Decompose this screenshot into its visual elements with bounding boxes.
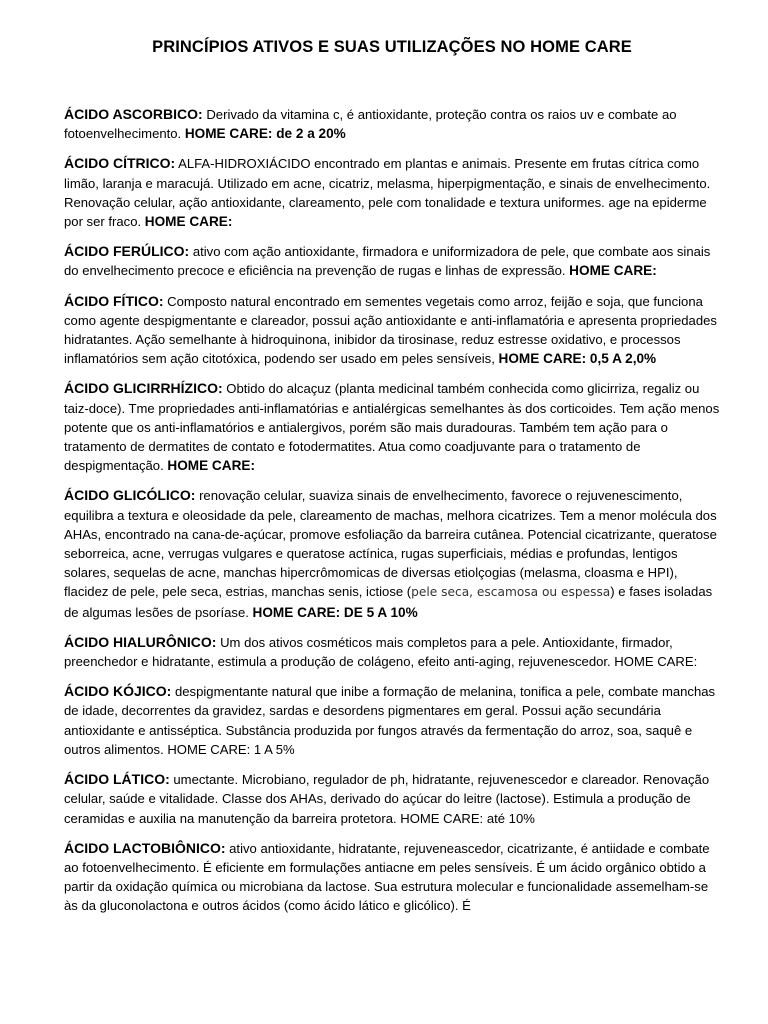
entry-acido-glicirrhizico — [64, 379, 720, 475]
entry-text: ALFA-HIDROXIÁCIDO encontrado em plantas e animais. Presente em frutas cítrica como limão, laranja e maracujá. Utilizado em acne, cicatriz, melasma, hiperpigmentação, e sinais de envelhecimento. Renovação celular, ação antioxidante, clareamento, pele com tonalidade e textura uniformes. age na epiderme por ser fraco. — [64, 156, 711, 230]
entry-aside: pele seca, escamosa ou espessa — [411, 585, 611, 600]
entry-text: Um dos ativos cosméticos mais completos para a pele. Antioxidante, firmador, preenchedor e hidratante, estimula a produção de colágeno, efeito anti-aging, rejuvenescedor. HOME CARE: — [64, 634, 698, 670]
entry-acido-hialuronico — [64, 633, 720, 671]
entry-home-care: HOME CARE: — [167, 458, 255, 474]
entry-acido-ferulico — [64, 242, 720, 280]
entry-term: ÁCIDO FÍTICO: — [64, 292, 164, 309]
entry-term: ÁCIDO CÍTRICO: — [64, 155, 176, 172]
entry-text: Composto natural encontrado em sementes vegetais como arroz, feijão e soja, que funciona como agente despigmentante e clareador, possui ação antioxidante e anti-inflamatória e apresenta propriedades hidratantes. Ação semelhante à hidroquinona, inibidor da tirosinase, reduz estresse oxidativo, e processos inflamatórios sem ação citotóxica, podendo ser usado em peles sensíveis, — [64, 293, 717, 367]
entry-acido-fitico — [64, 292, 720, 369]
entry-acido-kojico — [64, 682, 720, 759]
entry-text-after: ) e fases isoladas de algumas lesões de psoríase. — [64, 584, 713, 620]
entry-term: ÁCIDO LÁTICO: — [64, 771, 170, 788]
entry-text: Derivado da vitamina c, é antioxidante, proteção contra os raios uv e combate ao fotoenvelhecimento. — [64, 107, 677, 142]
entry-text: despigmentante natural que inibe a formação de melanina, tonifica a pele, combate manchas de idade, decorrentes da gravidez, sardas e desordens pigmentares em geral. Possui ação secundária antioxidante e antisséptica. Substância produzida por fungos através da fermentação do arroz, soa, saquê e outros alimentos. HOME CARE: 1 A 5% — [64, 684, 716, 757]
entry-term: ÁCIDO ASCORBICO: — [64, 106, 203, 122]
entry-acido-citrico — [64, 154, 720, 231]
entry-text: ativo antioxidante, hidratante, rejuveneascedor, cicatrizante, é antiidade e combate ao fotoenvelhecimento. É eficiente em formulações antiacne em peles sensíveis. É um ácido orgânico obtido a partir da oxidação química ou microbiana da lactose. Sua estrutura molecular e funcionalidade assemelham-se às da gluconolactona e outros ácidos (como ácido lático e glicólico). É — [64, 840, 710, 914]
entry-home-care: HOME CARE: — [569, 263, 657, 279]
entry-acido-ascorbico — [64, 105, 720, 143]
entry-term: ÁCIDO HIALURÔNICO: — [64, 633, 217, 650]
entry-home-care: HOME CARE: de 2 a 20% — [184, 126, 346, 142]
entry-acido-glicolico — [64, 486, 720, 621]
entries-list — [64, 105, 720, 916]
entry-acido-lactobionico — [64, 839, 720, 916]
entry-home-care: HOME CARE: — [144, 214, 233, 230]
entry-home-care: HOME CARE: DE 5 A 10% — [252, 604, 418, 620]
entry-home-care: HOME CARE: 0,5 A 2,0% — [498, 351, 657, 367]
entry-term: ÁCIDO KÓJICO: — [64, 683, 172, 700]
entry-text: umectante. Microbiano, regulador de ph, hidratante, rejuvenescedor e clareador. Renovação celular, saúde e vitalidade. Classe dos AHAs, derivado do açúcar do leitre (lactose). Estimula a produção de ceramidas e auxilia na manutenção da barreira protetora. HOME CARE: até 10% — [64, 772, 710, 826]
entry-text: ativo com ação antioxidante, firmadora e uniformizadora de pele, que combate aos sinais do envelhecimento precoce e eficiência na prevenção de rugas e linhas de expressão. — [64, 244, 711, 279]
entry-text: Obtido do alcaçuz (planta medicinal também conhecida como glicirriza, regaliz ou taiz-doce). Tme propriedades anti-inflamatórias e antialérgicas semelhantes às dos corticoides. Tem ação menos potente que os anti-inflamatórios e antialergivos, porém são mais duradouras. Também tem ação para o tratamento de dermatites de contato e fotodermatites. Atua como coadjuvante para o tratamento de despigmentação. — [64, 381, 720, 474]
entry-term: ÁCIDO FERÚLICO: — [64, 243, 190, 260]
page-title: PRINCÍPIOS ATIVOS E SUAS UTILIZAÇÕES NO HOME CARE — [152, 38, 632, 56]
entry-term: ÁCIDO GLICIRRHÍZICO: — [64, 380, 223, 397]
entry-acido-latico — [64, 770, 720, 828]
entry-term: ÁCIDO LACTOBIÔNICO: — [64, 839, 226, 856]
entry-text: renovação celular, suaviza sinais de envelhecimento, favorece o rejuvenescimento, equilibra a textura e oleosidade da pele, clareamento de machas, melhora cicatrizes. Tem a menor molécula dos AHAs, encontrado na cana-de-açúcar, promove esfoliação da barreira cutânea. Potencial cicatrizante, queratose seborreica, acne, verrugas vulgares e queratose actínica, rugas superficiais, médias e profundas, lentigos solares, sequelas de acne, manchas hipercrômomicas de diversas etiolçogias (melasma, cloasma e HPI), flacidez de pele, pele seca, estrias, manchas senis, ictiose ( — [64, 488, 717, 600]
entry-term: ÁCIDO GLICÓLICO: — [64, 487, 196, 504]
